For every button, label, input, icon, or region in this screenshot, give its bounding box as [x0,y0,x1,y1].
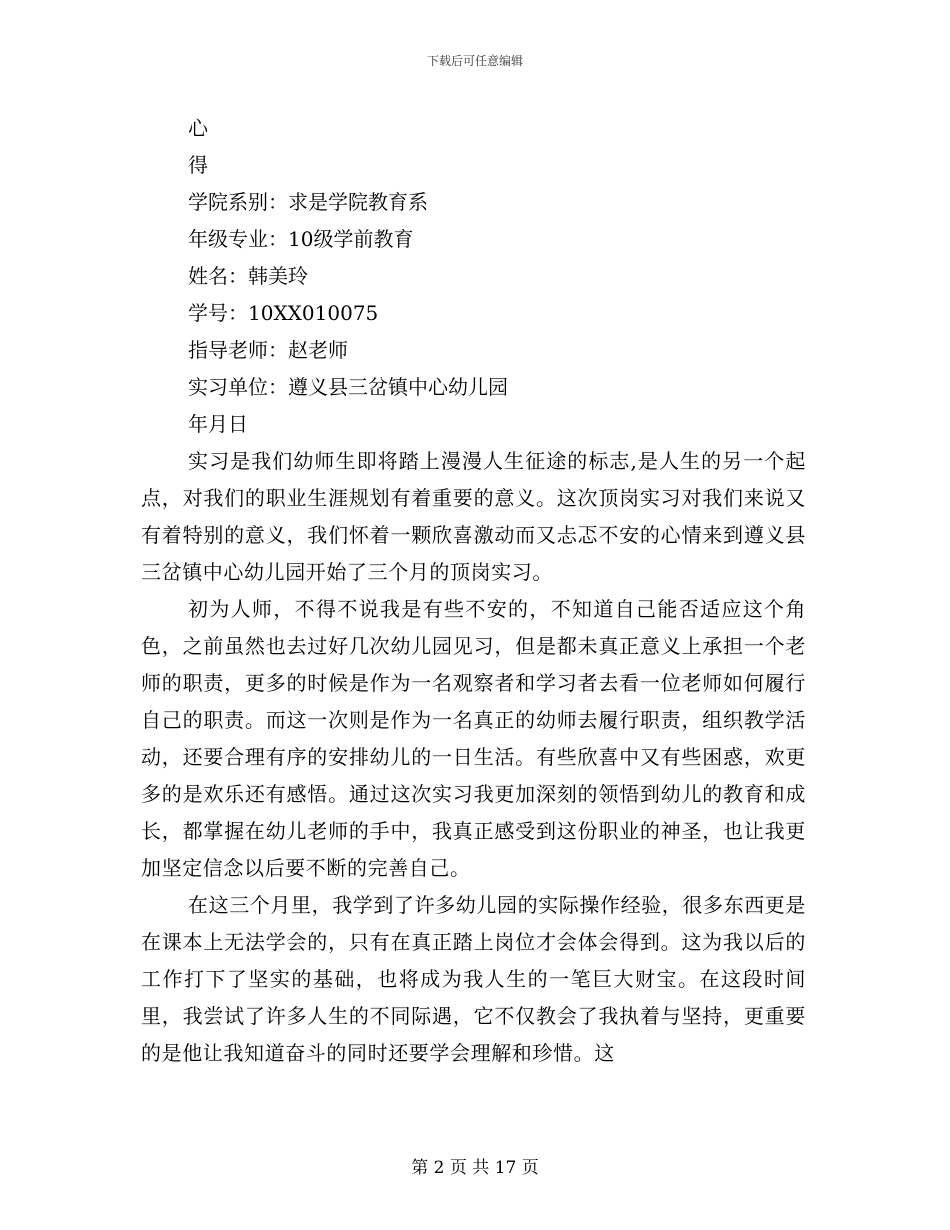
advisor-line: 指导老师：赵老师 [188,338,348,362]
student-id-line: 学号：10XX010075 [188,301,379,325]
department-line: 学院系别：求是学院教育系 [188,190,428,214]
internship-unit-line: 实习单位：遵义县三岔镇中心幼儿园 [188,375,508,399]
grade-major-line: 年级专业：10级学前教育 [188,227,414,251]
header-note: 下载后可任意编辑 [426,54,523,68]
paragraph-2: 初为人师，不得不说我是有些不安的，不知道自己能否适应这个角色，之前虽然也去过好几次幼儿园见习，但是都未真正意义上承担一个老师的职责，更多的时候是作为一名观察者和学习者去看一位老师如何履行自己的职责。而这一次则是作为一名真正的幼师去履行职责，组织教学活动，还要合理有序的安排幼儿的一日生活。有些欣喜中又有些困惑，欢更多的是欢乐还有感悟。通过这次实习我更加深刻的领悟到幼儿的教育和成长，都掌握在幼儿老师的手中，我真正感受到这份职业的神圣，也让我更加坚定信念以后要不断的完善自己。 [141,597,806,880]
document-body [141,110,806,1072]
paragraph-3: 在这三个月里，我学到了许多幼儿园的实际操作经验，很多东西更是在课本上无法学会的，只有在真正踏上岗位才会体会得到。这为我以后的工作打下了坚实的基础，也将成为我人生的一笔巨大财宝。在这段时间里，我尝试了许多人生的不同际遇，它不仅教会了我执着与坚持，更重要的是他让我知道奋斗的同时还要学会理解和珍惜。这 [141,893,806,1065]
page-number-footer: 第 2 页 共 17 页 [411,1158,539,1178]
name-line: 姓名：韩美玲 [188,264,308,288]
title-line-2: 得 [188,153,208,177]
title-line-1: 心 [188,116,208,140]
date-line: 年月日 [188,412,248,436]
paragraph-1: 实习是我们幼师生即将踏上漫漫人生征途的标志,是人生的另一个起点，对我们的职业生涯规划有着重要的意义。这次顶岗实习对我们来说又有着特别的意义，我们怀着一颗欣喜激动而又忐忑不安的心情来到遵义县三岔镇中心幼儿园开始了三个月的顶岗实习。 [141,449,806,584]
